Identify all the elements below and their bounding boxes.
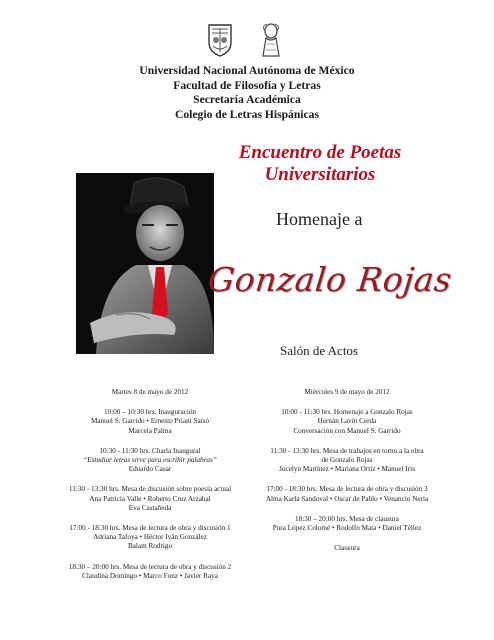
session-people: Jocelyn Martínez • Mariana Ortiz • Manuel Iris — [279, 465, 415, 474]
day-2-session — [252, 544, 442, 553]
session-people: Balam Rodrigo — [127, 542, 173, 551]
session-people: Marcela Palma — [128, 426, 172, 435]
session-people: Pura López Colomé • Rodolfo Mata • Daniel Téllez — [272, 524, 422, 533]
session-people: Manuel S. Garrido • Ernesto Priani Saisó — [90, 417, 210, 426]
session-subtitle: “Estudiar letras sirve para escribir palabras” — [83, 456, 217, 465]
session-title: 18:30 – 20:00 hrs. Mesa de lectura de obra y discusión 2 — [68, 562, 232, 571]
session-title: 10:00 – 10:30 hrs. Inauguración — [103, 408, 197, 417]
day-1-session — [60, 485, 240, 513]
session-people: Ana Patricia Valle • Roberto Cruz Arzabal — [89, 494, 211, 503]
session-people: Eduardo Casar — [128, 465, 172, 474]
venue-label: Salón de Actos — [280, 343, 358, 358]
day-2-session — [252, 447, 442, 475]
university-name: Universidad Nacional Autónoma de México — [139, 64, 355, 77]
day-2-session — [252, 515, 442, 533]
college-name: Colegio de Letras Hispánicas — [175, 107, 319, 121]
secretariat-name: Secretaría Académica — [193, 93, 301, 107]
program-day-2 — [252, 388, 442, 564]
day-1-session — [60, 447, 240, 475]
session-people: Alma Karla Sandoval • Oscar de Pablo • Venancio Neria — [265, 494, 429, 503]
unam-seal-icon — [206, 22, 234, 58]
poet-portrait — [76, 173, 214, 354]
day-2-date: Miércoles 9 de mayo de 2012 — [304, 388, 390, 396]
session-title: 10:00 - 11:30 hrs. Homenaje a Gonzalo Rojas — [281, 408, 413, 417]
event-title-line-1: Encuentro de Poetas — [238, 142, 402, 163]
day-2-session — [252, 408, 442, 436]
day-2-session — [252, 485, 442, 503]
faculty-name: Facultad de Filosofía y Letras — [173, 78, 321, 92]
session-people: Adriana Tafoya • Héctor Iván González — [93, 533, 207, 542]
homenaje-label: Homenaje a — [276, 209, 363, 229]
session-people: Conversación con Manuel S. Garrido — [293, 426, 401, 435]
session-title: Clausura — [334, 544, 360, 553]
event-title — [200, 142, 440, 186]
session-title: 17:00 - 18:30 hrs. Mesa de lectura de obra y discusión 1 — [69, 524, 231, 533]
day-1-date: Martes 8 de mayo de 2012 — [111, 388, 189, 396]
event-title-line-2: Universitarios — [264, 164, 376, 185]
session-title: 11:30 - 13:30 hrs. Mesa de trabajos en torno a la obra — [270, 446, 424, 455]
session-people: Hernán Lavín Cerda — [317, 417, 377, 426]
session-title: 17:00 - 18:30 hrs. Mesa de lectura de obra y discusión 3 — [266, 485, 428, 494]
program-day-1 — [60, 388, 240, 592]
session-title: 18:30 – 20:00 hrs. Mesa de clausura — [295, 514, 399, 523]
day-1-session — [60, 524, 240, 552]
institution-block — [0, 64, 494, 122]
session-title: 11:30 - 13:30 hrs. Mesa de discusión sobre poesía actual — [68, 485, 232, 494]
ffyl-emblem-icon — [258, 22, 284, 60]
logos — [0, 22, 494, 66]
session-people: Claudina Domingo • Marco Fonz • Javier Raya — [82, 571, 218, 580]
session-title-continued: de Gonzalo Rojas — [321, 456, 373, 465]
day-1-session — [60, 408, 240, 436]
session-title: 10:30 - 11:30 hrs. Charla Inaugural — [99, 446, 201, 455]
day-1-session — [60, 563, 240, 581]
session-people: Eva Castañeda — [128, 503, 172, 512]
honoree-name: Gonzalo Rojas — [206, 260, 454, 299]
